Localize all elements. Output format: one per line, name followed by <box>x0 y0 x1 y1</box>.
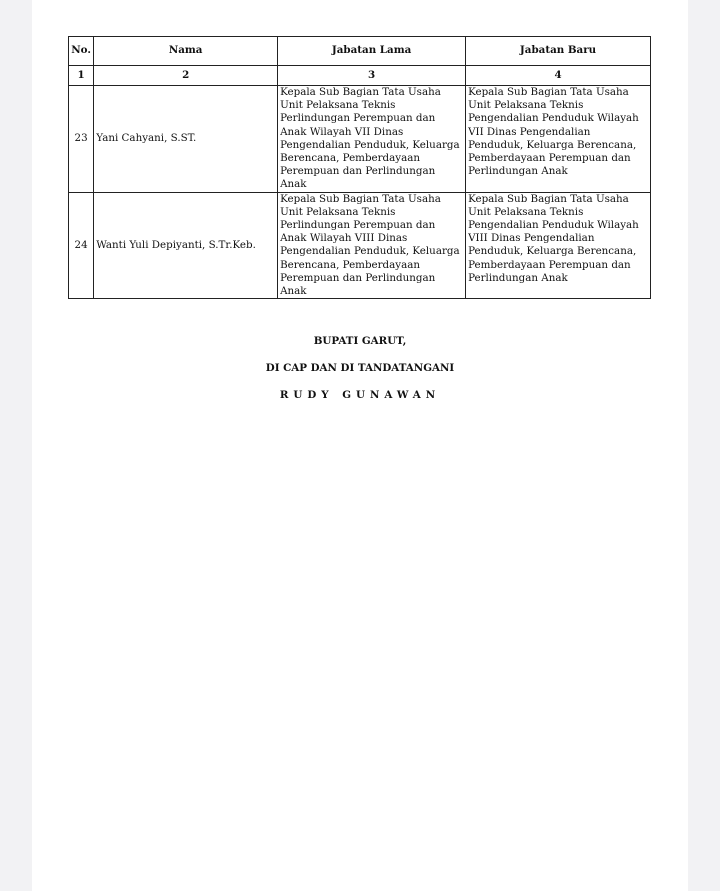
column-number: 4 <box>466 66 651 86</box>
old-position: Kepala Sub Bagian Tata Usaha Unit Pelaksana Teknis Perlindungan Perempuan dan Anak Wilayah VIII Dinas Pengendalian Penduduk, Keluarga Berencana, Pemberdayaan Perempuan dan Perlindungan Anak <box>278 192 466 299</box>
row-number: 23 <box>69 86 94 193</box>
column-number-row <box>69 66 651 86</box>
row-number: 24 <box>69 192 94 299</box>
header-nama: Nama <box>94 37 278 66</box>
table-row <box>69 192 651 299</box>
column-number: 2 <box>94 66 278 86</box>
column-number: 3 <box>278 66 466 86</box>
new-position: Kepala Sub Bagian Tata Usaha Unit Pelaksana Teknis Pengendalian Penduduk Wilayah VII Dinas Pengendalian Penduduk, Keluarga Berencana, Pemberdayaan Perempuan dan Perlindungan Anak <box>466 86 651 193</box>
old-position: Kepala Sub Bagian Tata Usaha Unit Pelaksana Teknis Perlindungan Perempuan dan Anak Wilayah VII Dinas Pengendalian Penduduk, Keluarga Berencana, Pemberdayaan Perempuan dan Perlindungan Anak <box>278 86 466 193</box>
new-position: Kepala Sub Bagian Tata Usaha Unit Pelaksana Teknis Pengendalian Penduduk Wilayah VIII Dinas Pengendalian Penduduk, Keluarga Berencana, Pemberdayaan Perempuan dan Perlindungan Anak <box>466 192 651 299</box>
header-jabatan-lama: Jabatan Lama <box>278 37 466 66</box>
officials-table <box>68 36 651 299</box>
header-jabatan-baru: Jabatan Baru <box>466 37 651 66</box>
signature-title: BUPATI GARUT, <box>313 335 407 347</box>
employee-name: Yani Cahyani, S.ST. <box>94 86 278 193</box>
signatory-name: RUDY GUNAWAN <box>279 389 441 401</box>
column-number: 1 <box>69 66 94 86</box>
table-header-row <box>69 37 651 66</box>
employee-name: Wanti Yuli Depiyanti, S.Tr.Keb. <box>94 192 278 299</box>
header-no: No. <box>69 37 94 66</box>
signature-note: DI CAP DAN DI TANDATANGANI <box>265 362 455 374</box>
table-row <box>69 86 651 193</box>
document-page <box>32 0 688 891</box>
